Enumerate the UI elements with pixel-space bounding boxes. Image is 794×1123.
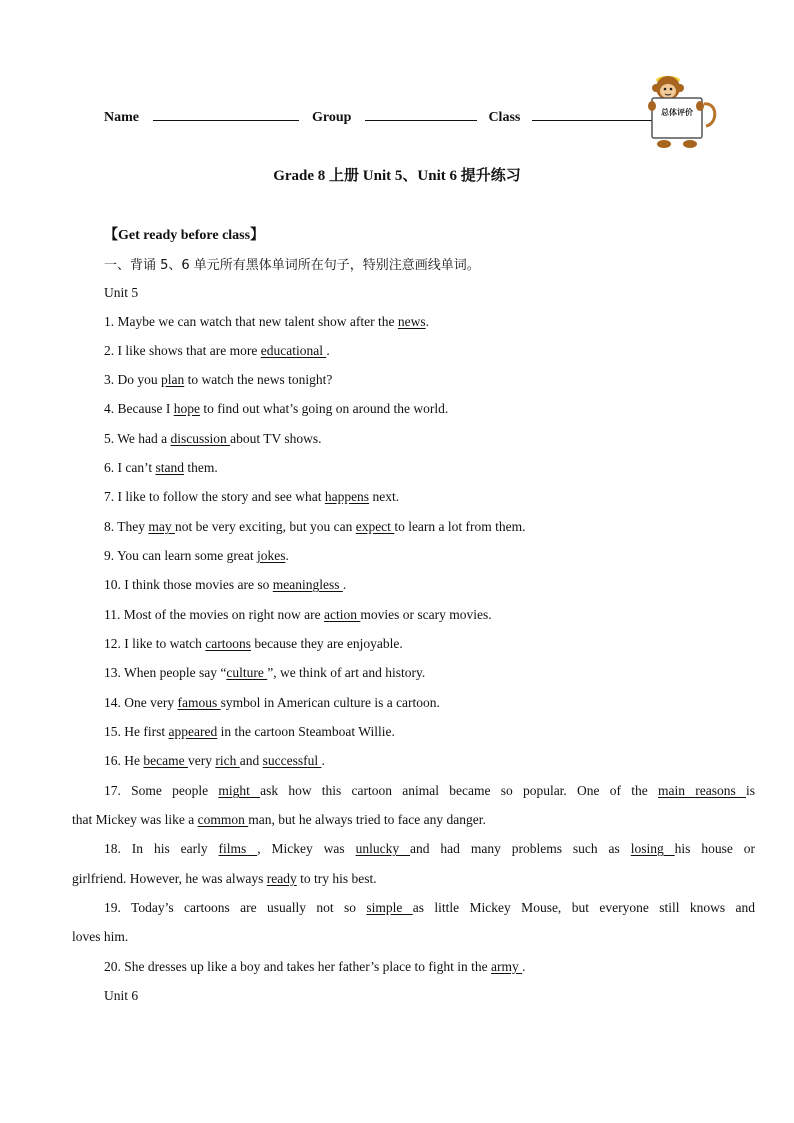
sentence-text: his house or [674,841,756,856]
sentence-text: 2. I like shows that are more [104,343,261,358]
underlined-word: cartoons [205,636,251,651]
sentence-text: as little Mickey Mouse, but everyone still knows and [412,900,755,915]
sentence-line [104,372,332,388]
underlined-word: main reasons [658,783,746,798]
sentence-line [104,959,526,975]
sentence-text: . [342,577,347,592]
sentence-line [104,695,440,711]
sentence-text: 15. He first [104,724,169,739]
underlined-word: might [218,783,261,798]
underlined-word: happens [324,489,370,504]
unit6-label: Unit 6 [104,988,139,1003]
underlined-word: successful [262,753,322,768]
underlined-word: became [143,753,188,768]
sentence-line [104,519,526,535]
sentence-line [72,929,128,945]
underlined-word: appeared [168,724,218,739]
sentence-line [104,783,755,799]
sentence-text: , Mickey was [257,841,356,856]
group-blank[interactable] [365,107,477,121]
sentence-line [104,724,395,740]
name-label: Name [104,110,139,125]
sentence-text: . [321,753,325,768]
sentence-text: girlfriend. However, he was always [72,871,267,886]
sentence-text: that Mickey was like a [72,812,198,827]
sentence-text: symbol in American culture is a cartoon. [220,695,440,710]
sentence-line [104,841,755,857]
sentence-text: not be very exciting, but you can [175,519,356,534]
sentence-text: man, but he always tried to face any danger. [248,812,486,827]
underlined-word: meaningless [272,577,343,592]
underlined-word: plan [161,372,185,387]
sentence-text: to find out what’s going on around the world. [199,401,449,416]
sentence-line [104,607,492,623]
sentence-text: 18. In his early [104,841,219,856]
monkey-evaluation-icon [644,64,718,152]
sentence-text: ask how this cartoon animal became so popular. One of the [260,783,658,798]
instruction-text: 一、背诵 5、6 单元所有黑体单词所在句子，特别注意画线单词。 [104,258,480,273]
sentence-text: because they are enjoyable. [250,636,403,651]
underlined-word: culture [226,665,268,680]
underlined-word: stand [155,460,184,475]
sentence-text: 13. When people say “ [104,665,227,680]
group-label: Group [312,110,352,125]
underlined-word: expect [355,519,395,534]
sentence-line [104,548,289,564]
sentence-text: in the cartoon Steamboat Willie. [217,724,395,739]
sentence-text: . [522,959,526,974]
underlined-word: simple [366,900,413,915]
sentence-line [104,900,755,916]
sentence-text: and had many problems such as [410,841,631,856]
sentence-text: 10. I think those movies are so [104,577,273,592]
sentence-text: . [285,548,289,563]
name-blank[interactable] [153,107,299,121]
header-fields [104,107,652,126]
underlined-word: may [148,519,175,534]
sentence-text: 6. I can’t [104,460,156,475]
sentence-text: 7. I like to follow the story and see what [104,489,325,504]
sentence-text: 5. We had a [104,431,171,446]
sentence-text: very [187,753,216,768]
sentence-text: 17. Some people [104,783,219,798]
sentence-text: 16. He [104,753,144,768]
sentence-text: . [425,314,430,329]
sentence-text: is [745,783,755,798]
sentence-text: them. [183,460,218,475]
underlined-word: ready [266,871,297,886]
badge-text: 总体评价 [661,108,693,117]
sentence-text: 8. They [104,519,149,534]
sentence-line [104,489,399,505]
sentence-text: to learn a lot from them. [394,519,526,534]
underlined-word: famous [177,695,221,710]
underlined-word: common [197,812,249,827]
sentence-text: 9. You can learn some great [104,548,257,563]
page-title: Grade 8 上册 Unit 5、Unit 6 提升练习 [273,168,521,184]
underlined-word: hope [173,401,200,416]
sentence-line [72,871,377,887]
sentence-line [72,812,486,828]
underlined-word: unlucky [355,841,410,856]
underlined-word: educational [260,343,327,358]
sentence-line [104,665,425,681]
section-heading: 【Get ready before class】 [104,228,265,243]
underlined-word: jokes [256,548,286,563]
sentence-text: ”, we think of art and history. [267,665,426,680]
class-blank[interactable] [532,107,652,121]
sentence-line [104,401,448,417]
underlined-word: films [218,841,258,856]
sentence-text: 20. She dresses up like a boy and takes her father’s place to fight in the [104,959,492,974]
sentence-text: next. [369,489,400,504]
sentence-text: 1. Maybe we can watch that new talent show after the [104,314,398,329]
sentence-text: 12. I like to watch [104,636,206,651]
underlined-word: army [491,959,523,974]
sentence-text: 3. Do you [104,372,161,387]
sentence-text: 19. Today’s cartoons are usually not so [104,900,367,915]
sentence-text: to watch the news tonight? [184,372,333,387]
underlined-word: losing [630,841,675,856]
sentence-text: about TV shows. [230,431,322,446]
sentence-text: loves him. [72,929,129,944]
sentence-text: to try his best. [296,871,377,886]
sentence-text: . [326,343,330,358]
unit5-label: Unit 5 [104,285,139,300]
class-label: Class [488,110,521,125]
sentence-text: 14. One very [104,695,178,710]
sentence-line [104,636,403,652]
sentence-text: 11. Most of the movies on right now are [104,607,324,622]
sentence-line [104,577,346,593]
underlined-word: rich [215,753,240,768]
sentence-text: and [239,753,263,768]
underlined-word: discussion [170,431,231,446]
sentence-line [104,753,325,769]
sentence-text: 4. Because I [104,401,174,416]
sentence-line [104,431,322,447]
underlined-word: action [323,607,361,622]
sentence-text: movies or scary movies. [360,607,492,622]
underlined-word: news [397,314,426,329]
sentence-line [104,314,429,330]
sentence-line [104,343,330,359]
sentence-line [104,460,218,476]
